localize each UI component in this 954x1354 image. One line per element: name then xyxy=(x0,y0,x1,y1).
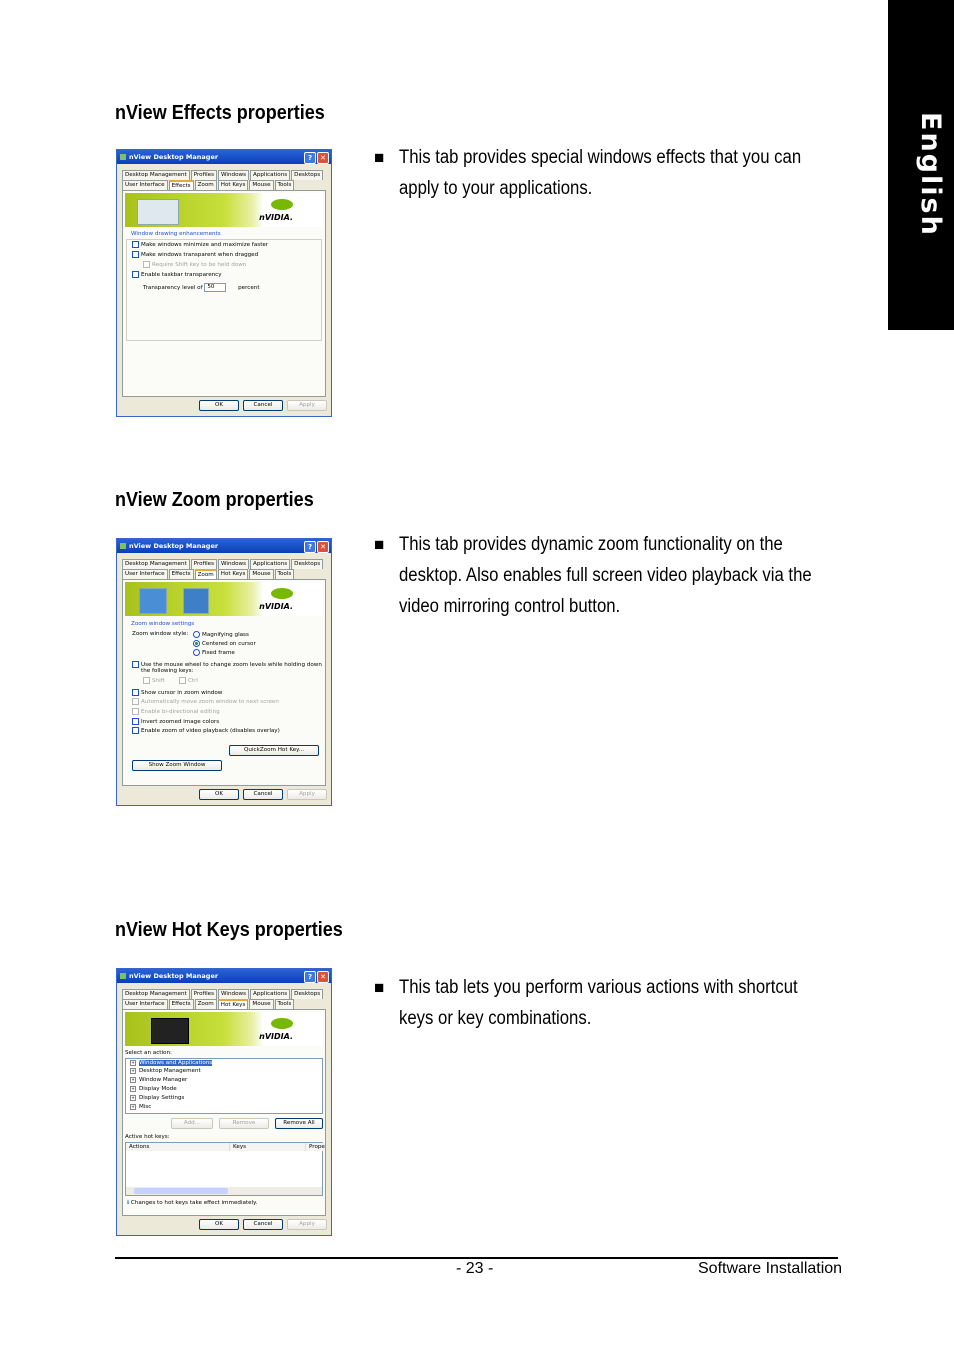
tab-profiles[interactable]: Profiles xyxy=(191,170,217,180)
footer-rule xyxy=(115,1257,838,1259)
tab-hot-keys[interactable]: Hot Keys xyxy=(218,180,249,190)
dialog-titlebar xyxy=(117,539,331,553)
tab-effects[interactable]: Effects xyxy=(169,569,194,579)
mouse-wheel-option[interactable]: Use the mouse wheel to change zoom levels while holding down xyxy=(132,661,322,668)
tab-applications[interactable]: Applications xyxy=(250,170,290,180)
tab-profiles[interactable]: Profiles xyxy=(191,559,217,569)
expand-icon[interactable]: + xyxy=(131,1086,135,1091)
dialog-titlebar xyxy=(117,150,331,164)
nvidia-logo: nVIDIA. xyxy=(259,213,293,222)
tab-desktops[interactable]: Desktops xyxy=(291,170,323,180)
bullet-effects: ■ xyxy=(374,148,385,167)
tab-mouse[interactable]: Mouse xyxy=(249,180,273,190)
magnifying-glass-radio[interactable]: Magnifying glass xyxy=(193,631,249,638)
app-icon xyxy=(120,543,126,549)
close-icon[interactable]: ✕ xyxy=(317,541,329,553)
expand-icon[interactable]: + xyxy=(131,1060,135,1065)
ctrl-option: Ctrl xyxy=(179,677,198,684)
hotkeys-note: ℹ Changes to hot keys take effect immediately. xyxy=(127,1200,258,1206)
tree-item[interactable]: + Display Mode xyxy=(131,1086,177,1092)
tab-windows[interactable]: Windows xyxy=(218,989,249,999)
expand-icon[interactable]: + xyxy=(131,1095,135,1100)
ok-button[interactable]: OK xyxy=(199,400,239,411)
show-zoom-window-button[interactable]: Show Zoom Window xyxy=(132,760,222,771)
tab-zoom[interactable]: Zoom xyxy=(195,180,217,190)
expand-icon[interactable]: + xyxy=(131,1077,135,1082)
tree-item[interactable]: + Window Manager xyxy=(131,1077,188,1083)
dialog-titlebar xyxy=(117,969,331,983)
add-button[interactable]: Add... xyxy=(171,1118,213,1129)
tree-item[interactable]: + Misc xyxy=(131,1104,152,1110)
scrollbar-thumb[interactable] xyxy=(134,1188,228,1194)
banner-screenshot xyxy=(183,588,209,614)
group-label: Zoom window settings xyxy=(131,621,195,627)
nvidia-banner xyxy=(125,193,323,227)
info-icon: ℹ xyxy=(127,1200,130,1206)
cancel-button[interactable]: Cancel xyxy=(243,1219,283,1230)
zoom-dialog-screenshot xyxy=(116,538,332,806)
tab-profiles[interactable]: Profiles xyxy=(191,989,217,999)
tab-windows[interactable]: Windows xyxy=(218,559,249,569)
nvidia-logo: nVIDIA. xyxy=(259,1032,293,1041)
quickzoom-hotkey-button[interactable]: QuickZoom Hot Key... xyxy=(229,745,319,756)
close-icon[interactable]: ✕ xyxy=(317,971,329,983)
tab-windows[interactable]: Windows xyxy=(218,170,249,180)
tab-user-interface[interactable]: User Interface xyxy=(122,180,168,190)
section-title-effects: nView Effects properties xyxy=(115,102,325,124)
nvidia-banner xyxy=(125,1012,323,1046)
horizontal-scrollbar[interactable] xyxy=(126,1187,322,1195)
zoom-style-label: Zoom window style: xyxy=(132,631,189,637)
apply-button[interactable]: Apply xyxy=(287,400,327,411)
tab-user-interface[interactable]: User Interface xyxy=(122,999,168,1009)
cancel-button[interactable]: Cancel xyxy=(243,400,283,411)
tab-desktop-management[interactable]: Desktop Management xyxy=(122,559,190,569)
remove-button[interactable]: Remove xyxy=(219,1118,269,1129)
bullet-hotkeys: ■ xyxy=(374,978,385,997)
tab-desktops[interactable]: Desktops xyxy=(291,989,323,999)
cancel-button[interactable]: Cancel xyxy=(243,789,283,800)
fixed-frame-radio[interactable]: Fixed frame xyxy=(193,649,235,656)
tab-panel xyxy=(122,579,326,786)
help-icon[interactable]: ? xyxy=(304,971,316,983)
help-icon[interactable]: ? xyxy=(304,541,316,553)
tree-item[interactable]: + Windows and Applications xyxy=(131,1060,213,1066)
dialog-title: nView Desktop Manager xyxy=(129,542,219,550)
nvidia-logo: nVIDIA. xyxy=(259,602,293,611)
description-zoom: This tab provides dynamic zoom functionality on the desktop. Also enables full screen video playback via the video mirroring control button. xyxy=(399,534,812,617)
help-icon[interactable]: ? xyxy=(304,152,316,164)
mouse-wheel-option-cont: the following keys: xyxy=(141,668,194,674)
tab-zoom[interactable]: Zoom xyxy=(195,569,217,580)
description-effects: This tab provides special windows effects that you can apply to your applications. xyxy=(399,147,802,199)
column-keys[interactable]: Keys xyxy=(230,1143,306,1151)
tab-applications[interactable]: Applications xyxy=(250,559,290,569)
invert-colors-option[interactable]: Invert zoomed image colors xyxy=(132,718,219,725)
shift-key-option: Require Shift key to be held down xyxy=(143,261,246,268)
ok-button[interactable]: OK xyxy=(199,1219,239,1230)
effects-dialog-screenshot xyxy=(116,149,332,417)
select-action-label: Select an action: xyxy=(125,1050,172,1056)
column-actions[interactable]: Actions xyxy=(126,1143,230,1151)
tab-desktops[interactable]: Desktops xyxy=(291,559,323,569)
tab-desktop-management[interactable]: Desktop Management xyxy=(122,989,190,999)
section-title-zoom: nView Zoom properties xyxy=(115,489,314,511)
centered-cursor-radio[interactable]: Centered on cursor xyxy=(193,640,256,647)
apply-button[interactable]: Apply xyxy=(287,789,327,800)
dialog-title: nView Desktop Manager xyxy=(129,972,219,980)
tab-hot-keys[interactable]: Hot Keys xyxy=(218,569,249,579)
footer-section: Software Installation xyxy=(698,1260,843,1277)
minimize-faster-option[interactable]: Make windows minimize and maximize faster xyxy=(132,241,268,248)
bullet-zoom: ■ xyxy=(374,535,385,554)
tab-mouse[interactable]: Mouse xyxy=(249,999,273,1009)
hotkeys-dialog-screenshot xyxy=(116,968,332,1236)
group-frame xyxy=(126,239,322,341)
language-tab xyxy=(888,0,954,330)
description-hotkeys: This tab lets you perform various actions with shortcut keys or key combinations. xyxy=(399,977,798,1029)
tab-tools[interactable]: Tools xyxy=(275,999,295,1009)
tab-effects[interactable]: Effects xyxy=(169,180,194,191)
tree-item[interactable]: + Display Settings xyxy=(131,1095,185,1101)
tab-desktop-management[interactable]: Desktop Management xyxy=(122,170,190,180)
banner-screenshot xyxy=(139,588,167,614)
auto-move-option: Automatically move zoom window to next screen xyxy=(132,698,279,705)
page-number: - 23 - xyxy=(456,1260,494,1277)
nvidia-eye-icon xyxy=(271,1018,293,1029)
transparent-drag-option[interactable]: Make windows transparent when dragged xyxy=(132,251,258,258)
show-cursor-option[interactable]: Show cursor in zoom window xyxy=(132,689,222,696)
transparency-spinner[interactable]: 50 xyxy=(204,283,226,292)
app-icon xyxy=(120,973,126,979)
section-title-hotkeys: nView Hot Keys properties xyxy=(115,919,343,941)
expand-icon[interactable]: + xyxy=(131,1104,135,1109)
app-icon xyxy=(120,154,126,160)
banner-screenshot xyxy=(137,199,179,225)
tab-applications[interactable]: Applications xyxy=(250,989,290,999)
tab-effects[interactable]: Effects xyxy=(169,999,194,1009)
tab-tools[interactable]: Tools xyxy=(275,569,295,579)
banner-keyboard-image xyxy=(151,1018,189,1044)
column-properties[interactable]: Prope xyxy=(306,1143,325,1151)
nvidia-eye-icon xyxy=(271,588,293,599)
tab-tools[interactable]: Tools xyxy=(275,180,295,190)
bidirectional-option: Enable bi-directional editing xyxy=(132,708,220,715)
dialog-title: nView Desktop Manager xyxy=(129,153,219,161)
nvidia-banner xyxy=(125,582,323,616)
tab-panel xyxy=(122,190,326,397)
apply-button[interactable]: Apply xyxy=(287,1219,327,1230)
tab-zoom[interactable]: Zoom xyxy=(195,999,217,1009)
tab-panel xyxy=(122,1009,326,1216)
active-hotkeys-label: Active hot keys: xyxy=(125,1134,170,1140)
ok-button[interactable]: OK xyxy=(199,789,239,800)
language-label: English xyxy=(915,112,946,237)
expand-icon[interactable]: + xyxy=(131,1068,135,1073)
transparency-level-row: Transparency level of 50 percent xyxy=(143,284,260,291)
active-hotkeys-list[interactable] xyxy=(125,1142,323,1196)
nvidia-eye-icon xyxy=(271,199,293,210)
tree-item[interactable]: + Desktop Management xyxy=(131,1068,201,1074)
video-zoom-option[interactable]: Enable zoom of video playback (disables overlay) xyxy=(132,727,280,734)
tab-user-interface[interactable]: User Interface xyxy=(122,569,168,579)
tab-hot-keys[interactable]: Hot Keys xyxy=(218,999,249,1010)
group-label: Window drawing enhancements xyxy=(131,231,221,237)
close-icon[interactable]: ✕ xyxy=(317,152,329,164)
tab-mouse[interactable]: Mouse xyxy=(249,569,273,579)
action-tree[interactable] xyxy=(125,1058,323,1114)
taskbar-transparency-option[interactable]: Enable taskbar transparency xyxy=(132,271,222,278)
shift-option: Shift xyxy=(143,677,165,684)
remove-all-button[interactable]: Remove All xyxy=(275,1118,323,1129)
